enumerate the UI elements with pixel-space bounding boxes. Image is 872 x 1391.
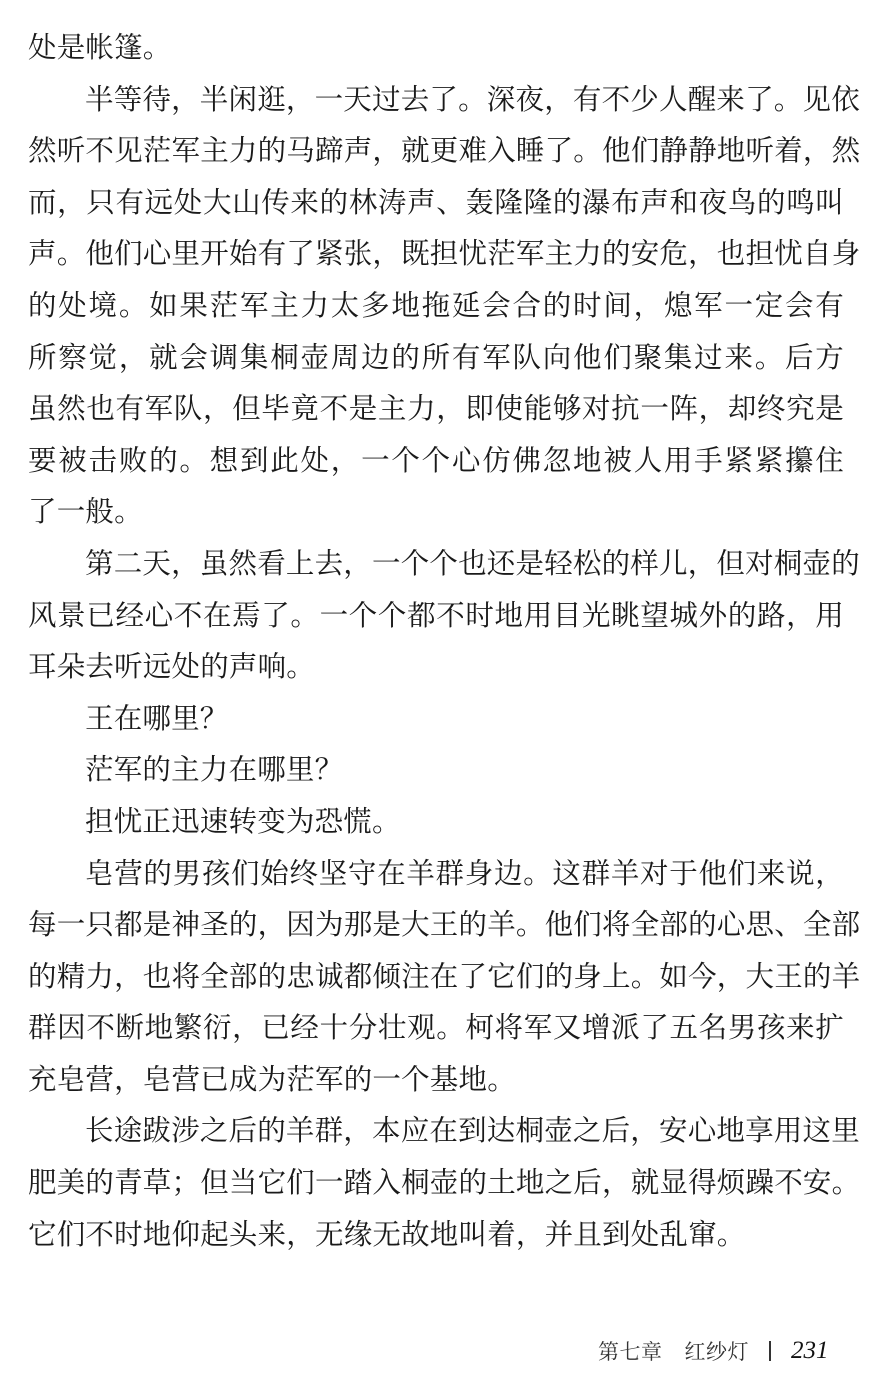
- text-line: 每一只都是神圣的，因为那是大王的羊。他们将全部的心思、全部: [28, 908, 861, 942]
- text-line: 皂营的男孩们始终坚守在羊群身边。这群羊对于他们来说，: [85, 856, 844, 890]
- text-line: 肥美的青草；但当它们一踏入桐壶的土地之后，就显得烦躁不安。: [28, 1166, 861, 1200]
- page-footer: [598, 1331, 829, 1371]
- text-line: 声。他们心里开始有了紧张，既担忧茫军主力的安危，也担忧自身: [28, 237, 861, 271]
- text-line: 耳朵去听远处的声响。: [28, 650, 316, 684]
- text-line: 担忧正迅速转变为恐慌。: [85, 804, 401, 838]
- text-line: 第二天，虽然看上去，一个个也还是轻松的样儿，但对桐壶的: [85, 546, 860, 580]
- chapter-label: 第七章: [598, 1340, 663, 1364]
- text-line: 的精力，也将全部的忠诚都倾注在了它们的身上。如今，大王的羊: [28, 959, 861, 993]
- footer-divider: [769, 1341, 771, 1361]
- text-line: 群因不断地繁衍，已经十分壮观。柯将军又增派了五名男孩来扩: [28, 1011, 844, 1045]
- page-number: 231: [791, 1337, 829, 1364]
- chapter-title: 红纱灯: [684, 1340, 749, 1364]
- text-line: 虽然也有军队，但毕竟不是主力，即使能够对抗一阵，却终究是: [28, 392, 844, 426]
- text-line: 而，只有远处大山传来的林涛声、轰隆隆的瀑布声和夜鸟的鸣叫: [28, 185, 844, 219]
- text-line: 处是帐篷。: [28, 31, 172, 64]
- text-line: 风景已经心不在焉了。一个个都不时地用目光眺望城外的路，用: [28, 598, 844, 632]
- page-body: [28, 22, 861, 1260]
- text-line: 它们不时地仰起头来，无缘无故地叫着，并且到处乱窜。: [28, 1217, 746, 1251]
- text-line: 茫军的主力在哪里？: [85, 753, 344, 787]
- text-line: 的处境。如果茫军主力太多地拖延会合的时间，熄军一定会有: [28, 288, 844, 322]
- text-line: 充皂营，皂营已成为茫军的一个基地。: [28, 1062, 516, 1096]
- text-line: 要被击败的。想到此处，一个个心仿佛忽地被人用手紧紧攥住: [28, 443, 844, 477]
- text-line: 所察觉，就会调集桐壶周边的所有军队向他们聚集过来。后方: [28, 340, 844, 374]
- text-line: 半等待，半闲逛，一天过去了。深夜，有不少人醒来了。见依: [85, 82, 860, 116]
- text-line: 然听不见茫军主力的马蹄声，就更难入睡了。他们静静地听着，然: [28, 134, 861, 168]
- text-line: 长途跋涉之后的羊群，本应在到达桐壶之后，安心地享用这里: [85, 1114, 860, 1148]
- text-line: 王在哪里？: [85, 701, 229, 735]
- text-line: 了一般。: [28, 495, 143, 529]
